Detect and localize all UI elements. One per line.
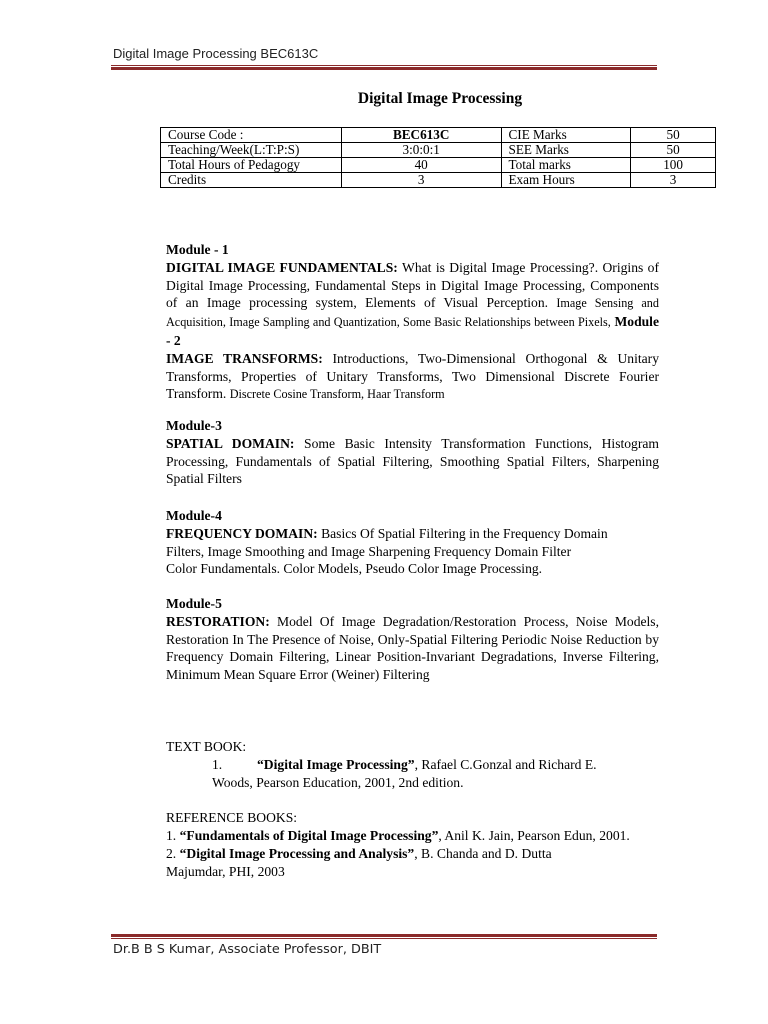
module-2-body [166, 350, 659, 404]
reference-book-1-rest: , Anil K. Jain, Pearson Edun, 2001. [438, 828, 630, 843]
table-cell: 3:0:0:1 [341, 143, 501, 158]
text-book-title: “Digital Image Processing” [257, 757, 415, 772]
table-cell: Total Hours of Pedagogy [161, 158, 342, 173]
module-2-topic-title: IMAGE TRANSFORMS: [166, 350, 323, 366]
reference-book-1-title: “Fundamentals of Digital Image Processing” [179, 828, 439, 843]
module-2-topic-text: Introductions, Two-Dimensional Orthogonal & Unitary Transforms, Properties of Unitary Transforms, Two Dimensional Discrete Fourier Transform. [166, 350, 659, 402]
module-1-body [166, 259, 659, 350]
table-cell: 50 [631, 128, 716, 143]
table-row [161, 143, 716, 158]
text-book-line-2: Woods, Pearson Education, 2001, 2nd edition. [212, 775, 464, 790]
page-title: Digital Image Processing [357, 90, 523, 107]
module-1-topic-title: DIGITAL IMAGE FUNDAMENTALS: [166, 259, 398, 275]
reference-book-1-number: 1. [166, 828, 180, 843]
module-3-section [166, 417, 659, 488]
module-5-text: Model Of Image Degradation/Restoration Process, Noise Models, Restoration In The Presence of Noise, Only-Spatial Filtering Periodic Noise Reduction by Frequency Domain Filtering, Linear Position-Invariant Degradations, Inverse Filtering, Minimum Mean Square Error (Weiner) Filtering [166, 613, 659, 683]
module-3-heading: Module-3 [166, 418, 222, 433]
module-3-text: Some Basic Intensity Transformation Functions, Histogram Processing, Fundamentals of Spatial Filtering, Smoothing Spatial Filters, Sharpening Spatial Filters [166, 435, 659, 487]
module-2-heading: Module - 2 [166, 314, 659, 348]
course-info-table [160, 127, 716, 188]
module-2-topic-small: Discrete Cosine Transform, Haar Transform [229, 387, 445, 402]
table-row [161, 173, 716, 188]
reference-books-heading: REFERENCE BOOKS: [166, 810, 298, 825]
header-rule-thick [111, 67, 657, 70]
module-4-section [166, 507, 659, 578]
reference-book-1 [166, 827, 630, 845]
module-5-section [166, 595, 659, 684]
module-1-topic-text: What is Digital Image Processing?. Origins of Digital Image Processing, Fundamental Steps in Digital Image Processing, Components of an Image processing system, Elements of Visual Perception. [166, 259, 659, 311]
table-row [161, 158, 716, 173]
table-cell: BEC613C [341, 128, 501, 143]
text-book-entry [257, 756, 597, 774]
table-cell: Teaching/Week(L:T:P:S) [161, 143, 342, 158]
module-1-topic-small: Image Sensing and Acquisition, Image Sampling and Quantization, Some Basic Relationships between Pixels, [166, 296, 659, 330]
reference-book-2-rest: , B. Chanda and D. Dutta [414, 846, 552, 861]
module-1-section [166, 241, 659, 404]
module-4-line-1-text: Basics Of Spatial Filtering in the Frequency Domain [317, 525, 608, 541]
table-cell: Total marks [501, 158, 631, 173]
table-cell: 50 [631, 143, 716, 158]
table-cell: Credits [161, 173, 342, 188]
table-cell: SEE Marks [501, 143, 631, 158]
table-row [161, 128, 716, 143]
running-footer: Dr.B B S Kumar, Associate Professor, DBIT [113, 942, 382, 957]
table-cell: 3 [341, 173, 501, 188]
table-cell: 3 [631, 173, 716, 188]
module-5-title: RESTORATION: [166, 613, 270, 629]
module-3-body [166, 435, 659, 488]
module-4-title: FREQUENCY DOMAIN: [166, 525, 318, 541]
table-cell: 40 [341, 158, 501, 173]
footer-rule-thick [111, 934, 657, 937]
module-3-title: SPATIAL DOMAIN: [166, 435, 295, 451]
table-cell: 100 [631, 158, 716, 173]
table-cell: CIE Marks [501, 128, 631, 143]
footer-rule-thin [111, 938, 657, 939]
module-1-heading: Module - 1 [166, 242, 229, 257]
reference-book-2-number: 2. [166, 846, 180, 861]
module-4-line-3: Color Fundamentals. Color Models, Pseudo Color Image Processing. [166, 561, 543, 577]
module-5-heading: Module-5 [166, 596, 222, 611]
module-4-line-2: Filters, Image Smoothing and Image Sharpening Frequency Domain Filter [166, 543, 572, 559]
table-cell: Exam Hours [501, 173, 631, 188]
text-book-number: 1. [212, 757, 223, 772]
reference-book-2-title: “Digital Image Processing and Analysis” [179, 846, 415, 861]
module-4-heading: Module-4 [166, 508, 222, 523]
table-cell: Course Code : [161, 128, 342, 143]
module-4-line-1 [166, 525, 659, 543]
text-book-heading: TEXT BOOK: [166, 739, 247, 754]
header-rule-thin [111, 65, 657, 66]
text-book-rest: , Rafael C.Gonzal and Richard E. [414, 757, 597, 772]
reference-book-2-line-2: Majumdar, PHI, 2003 [166, 864, 285, 879]
running-header: Digital Image Processing BEC613C [113, 46, 319, 61]
module-5-body [166, 613, 659, 684]
reference-book-2 [166, 845, 552, 863]
